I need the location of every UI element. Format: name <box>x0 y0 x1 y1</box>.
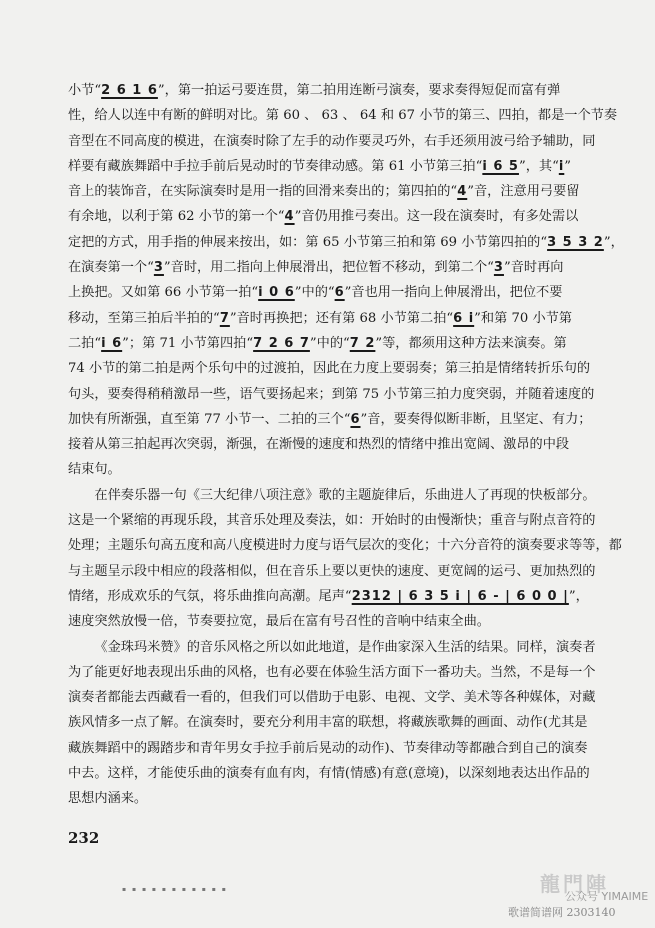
text-segment: ”音，要奏得似断非断，且坚定、有力； <box>360 411 592 427</box>
text-segment: 上换把。又如第 66 小节第一拍“ <box>68 285 259 301</box>
text-segment: 在伴奏乐器一句《三大纪律八项注意》歌的主题旋律后，乐曲进人了再现的快板部分。 <box>94 487 596 503</box>
jianpu-notation: 2312 | 6 3 5 i | 6 - | 6 0 0 | <box>351 588 569 604</box>
text-segment: ”，第一拍运弓要连贯，第二拍用连断弓演奏，要求奏得短促而富有弹 <box>157 83 561 98</box>
text-line <box>68 533 622 558</box>
text-line <box>68 432 596 457</box>
jianpu-notation: 3 <box>153 260 164 276</box>
text-segment: 为了能更好地表现出乐曲的风格，也有必要在体验生活方面下一番功夫。当然，不是每一个 <box>68 664 596 680</box>
jianpu-notation: 7 2 <box>349 335 376 351</box>
text-segment: 加快有所渐强，直至第 77 小节一、二拍的三个“ <box>68 411 351 427</box>
text-line <box>68 761 596 786</box>
page-number: 232 <box>68 829 100 847</box>
text-line <box>68 786 596 811</box>
text-line <box>68 204 596 229</box>
text-segment: ” <box>564 158 572 174</box>
text-line <box>68 154 596 179</box>
text-line <box>68 635 596 660</box>
text-line <box>68 508 596 533</box>
text-line <box>68 660 596 685</box>
jianpu-notation: 7 <box>219 310 230 326</box>
paragraph-p1 <box>68 78 624 483</box>
jianpu-notation: 4 <box>457 184 468 200</box>
text-line <box>68 356 596 381</box>
text-segment: 思想内涵来。 <box>68 791 148 807</box>
text-segment: ”中的“ <box>309 335 350 351</box>
text-segment: 结束句。 <box>68 462 121 478</box>
text-line <box>68 407 596 432</box>
jianpu-notation: i 0 6 <box>258 285 295 301</box>
jianpu-notation: 7 2 6 7 <box>253 335 310 351</box>
jianpu-notation: 4 <box>284 209 295 225</box>
text-segment: 速度突然放慢一倍，节奏要拉宽，最后在富有号召性的音响中结束全曲。 <box>68 614 490 630</box>
text-line <box>68 382 596 407</box>
text-line <box>68 280 596 305</box>
text-segment: 74 小节的第二拍是两个乐句中的过渡拍，因此在力度上要弱奏；第三拍是情绪转折乐句的 <box>68 361 591 377</box>
text-segment: 藏族舞蹈中的踢踏步和青年男女手拉手前后晃动的动作)、节奏律动等都融合到自己的演奏 <box>68 740 588 756</box>
text-segment: 族风情多一点了解。在演奏时，要充分利用丰富的联想，将藏族歌舞的画面、动作(尤其是 <box>68 715 588 731</box>
text-segment: 定把的方式，用手指的伸展来按出，如：第 65 小节第三拍和第 69 小节第四拍的“ <box>68 234 548 250</box>
text-segment: ”，其“ <box>518 158 559 174</box>
text-segment: 音上的装饰音，在实际演奏时是用一指的回滑来奏出的；第四拍的“ <box>68 184 458 200</box>
text-segment: 中去。这样，才能使乐曲的演奏有血有肉，有情(情感)有意(意境)，以深刻地表达出作品的 <box>68 766 590 782</box>
text-segment: ”；第 71 小节第四拍“ <box>122 335 254 351</box>
document-body <box>68 78 624 812</box>
paragraph-p2 <box>68 483 622 635</box>
text-segment: 音型在不同高度的模进，在演奏时除了左手的动作要灵巧外，右手还须用波弓给予辅助，同 <box>68 133 596 149</box>
text-segment: ”中的“ <box>294 285 335 301</box>
text-segment: 二拍“ <box>68 335 102 351</box>
text-segment: 这是一个紧缩的再现乐段，其音乐处理及奏法，如：开始时的由慢渐快；重音与附点音符的 <box>68 513 596 529</box>
watermark-logo: 龍門陣 <box>540 872 609 896</box>
text-line <box>68 78 596 103</box>
text-segment: 样要有藏族舞蹈中手拉手前后晃动时的节奏律动感。第 61 小节第三拍“ <box>68 158 483 174</box>
jianpu-notation: i 6 5 <box>482 158 519 174</box>
jianpu-notation: 2 6 1 6 <box>101 83 158 98</box>
text-segment: 在演奏第一个“ <box>68 260 154 276</box>
text-segment: ”音时再向 <box>503 260 564 276</box>
text-segment: ”音时再换把；还有第 68 小节第二拍“ <box>229 310 454 326</box>
watermark-site-text: 公众号 YIMAIME <box>565 890 649 903</box>
text-line <box>68 584 596 609</box>
text-line <box>68 331 596 356</box>
text-segment: 性，给人以连中有断的鲜明对比。第 60 、 63 、 64 和 67 小节的第三、四拍，都是一个节奏 <box>68 108 618 124</box>
text-segment: 句头，要奏得稍稍激昂一些，语气要扬起来；到第 75 小节第三拍力度突弱，并随着速度的 <box>68 386 595 402</box>
text-segment: 移动，至第三拍后半拍的“ <box>68 310 220 326</box>
text-segment: 有余地，以利于第 62 小节的第一个“ <box>68 209 285 225</box>
text-line <box>68 710 596 735</box>
paragraphs <box>68 78 624 812</box>
text-segment: ”音，注意用弓要留 <box>467 184 580 200</box>
jianpu-notation: 3 <box>493 260 504 276</box>
jianpu-notation: 6 <box>350 411 361 427</box>
text-segment: ”等，都须用这种方法来演奏。第 <box>375 335 567 351</box>
text-segment: 与主题呈示段中相应的段落相似，但在音乐上要以更快的速度、更宽阔的运弓、更加热烈的 <box>68 563 596 579</box>
text-segment: ”， <box>568 588 589 604</box>
text-line <box>68 685 596 710</box>
text-line <box>68 559 596 584</box>
jianpu-notation: 6 <box>334 285 345 301</box>
text-segment: 处理；主题乐句高五度和高八度模进时力度与语气层次的变化；十六分音符的演奏要求等等，都 <box>68 538 622 554</box>
text-segment: ”， <box>603 234 624 250</box>
text-segment: 演奏者都能去西藏看一看的，但我们可以借助于电影、电视、文学、美术等各种媒体，对藏 <box>68 690 596 706</box>
footer-print-mark: ▪ ▪ ▪ ▪ ▪ ▪ ▪ ▪ ▪ ▪ ▪ <box>122 886 228 893</box>
text-line <box>68 483 596 508</box>
text-segment: ”和第 70 小节第 <box>474 310 573 326</box>
text-segment: 情绪，形成欢乐的气氛，将乐曲推向高潮。尾声“ <box>68 588 352 604</box>
text-line <box>68 255 596 280</box>
text-segment: ”音仍用推弓奏出。这一段在演奏时，有多处需以 <box>294 209 579 225</box>
watermark-bottom-text: 歌谱简谱网 2303140 <box>508 906 616 919</box>
text-line <box>68 129 596 154</box>
text-line <box>68 306 596 331</box>
jianpu-notation: 3 5 3 2 <box>547 234 604 250</box>
jianpu-notation: 6 i <box>453 310 475 326</box>
text-segment: 接着从第三拍起再次突弱，渐强，在渐慢的速度和热烈的情绪中推出宽阔、激昂的中段 <box>68 437 570 453</box>
paragraph-p3 <box>68 635 596 812</box>
text-segment: ”音时，用二指向上伸展滑出，把位暂不移动，到第二个“ <box>163 260 494 276</box>
jianpu-notation: i <box>558 158 565 174</box>
text-line <box>68 609 596 634</box>
jianpu-notation: i 6 <box>101 335 123 351</box>
text-line <box>68 179 596 204</box>
text-segment: ”音也用一指向上伸展滑出，把位不要 <box>344 285 563 301</box>
text-line <box>68 736 596 761</box>
text-line <box>68 230 624 255</box>
text-line <box>68 457 596 482</box>
text-segment: 小节“ <box>68 83 102 98</box>
text-line <box>68 103 618 128</box>
text-segment: 《金珠玛米赞》的音乐风格之所以如此地道，是作曲家深入生活的结果。同样，演奏者 <box>94 639 596 655</box>
